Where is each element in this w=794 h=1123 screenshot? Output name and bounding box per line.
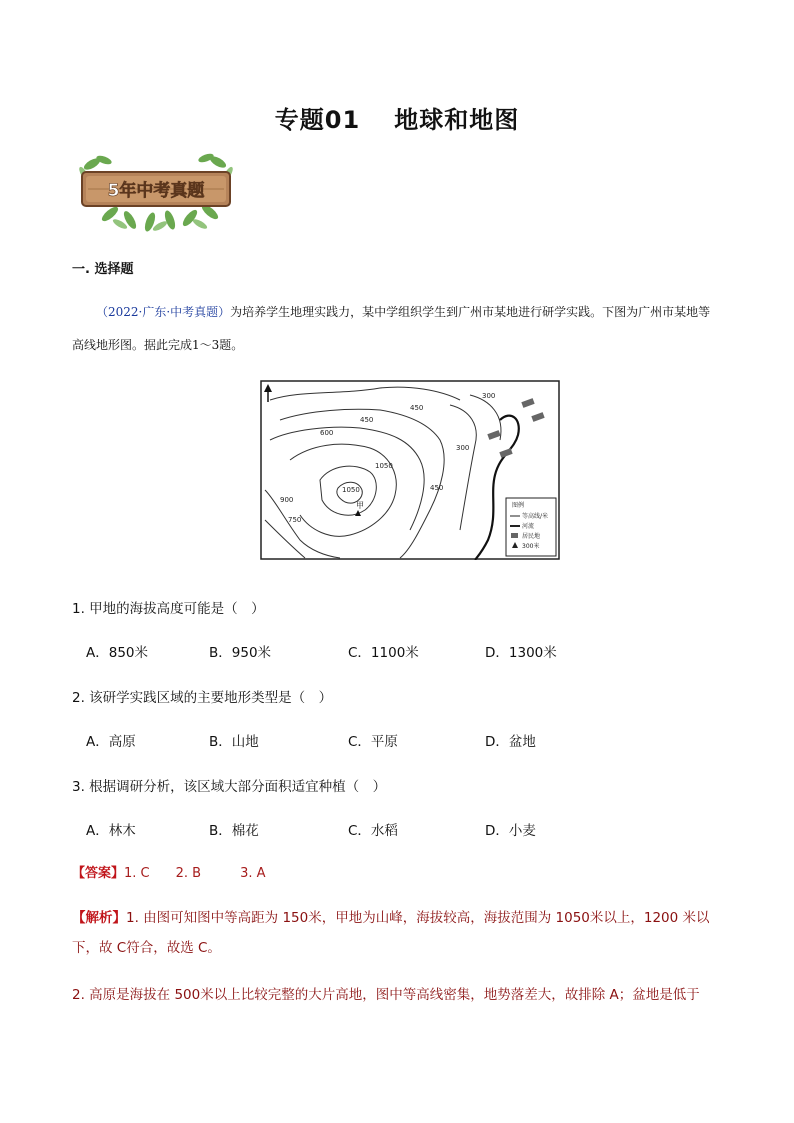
question-1-option-d: D．1300米 [485,645,557,661]
svg-text:450: 450 [410,404,424,412]
answer-line [72,862,266,881]
section-heading: 一. 选择题 [72,262,134,277]
svg-text:450: 450 [360,416,374,424]
explanation-paragraph-1 [72,903,724,963]
question-3-option-a: A．林木 [86,823,136,839]
question-intro [72,296,722,362]
question-1-option-b: B．950米 [209,645,272,661]
intro-text: 为培养学生地理实践力，某中学组织学生到广州市某地进行研学实践。下图为广州市某地等高线地形图。据此完成1～3题。 [72,305,711,352]
explanation-tag: 【解析】 [72,910,126,926]
svg-text:5年中考真题: 5年中考真题 [107,181,205,201]
page-title [0,100,794,135]
svg-text:450: 450 [430,484,444,492]
question-2-option-b: B．山地 [209,734,259,750]
explanation-paragraph-2 [72,980,724,1010]
answer-text: 1. C 2. B 3. A [124,866,266,881]
question-2-option-d: D．盆地 [485,734,536,750]
question-1-option-c: C．1100米 [348,645,419,661]
wood-sign-icon [70,150,240,232]
svg-text:居民地: 居民地 [522,533,541,540]
explanation-text-1: 1. 由图可知图中等高距为 150米，甲地为山峰，海拔较高，海拔范围为 1050米以上，1200 米以下，故 C符合，故选 C。 [72,910,710,956]
svg-text:300米: 300米 [522,543,540,550]
svg-text:300: 300 [482,392,496,400]
svg-text:等高线/米: 等高线/米 [522,513,549,520]
svg-text:600: 600 [320,429,334,437]
question-1-stem: 1. 甲地的海拔高度可能是（ ） [72,601,265,617]
question-2-option-c: C．平原 [348,734,398,750]
question-3-option-c: C．水稻 [348,823,398,839]
svg-text:300: 300 [456,444,470,452]
contour-map [260,380,560,560]
answer-tag: 【答案】 [72,866,125,881]
svg-text:1050: 1050 [375,462,393,470]
question-source: （2022·广东·中考真题） [96,305,231,319]
question-1-option-a: A．850米 [86,645,149,661]
question-3-stem: 3. 根据调研分析，该区域大部分面积适宜种植（ ） [72,779,387,795]
contour-map-figure [260,380,560,560]
svg-text:750: 750 [288,516,302,524]
svg-text:图例: 图例 [512,502,525,509]
svg-text:河流: 河流 [522,523,535,530]
svg-text:900: 900 [280,496,294,504]
map-legend [506,498,556,556]
explanation-text-2: 2. 高原是海拔在 500米以上比较完整的大片高地，图中等高线密集，地势落差大，故排除 A；盆地是低于 [72,987,700,1003]
question-3-option-b: B．棉花 [209,823,259,839]
question-2-option-a: A．高原 [86,734,136,750]
question-3-option-d: D．小麦 [485,823,536,839]
svg-text:1050: 1050 [342,486,360,494]
title-topic-name: 地球和地图 [394,106,520,134]
question-2-stem: 2. 该研学实践区域的主要地形类型是（ ） [72,690,333,706]
place-jia-label: 甲 [356,501,364,510]
exam-badge [70,150,240,232]
title-topic-number: 专题01 [274,106,361,134]
